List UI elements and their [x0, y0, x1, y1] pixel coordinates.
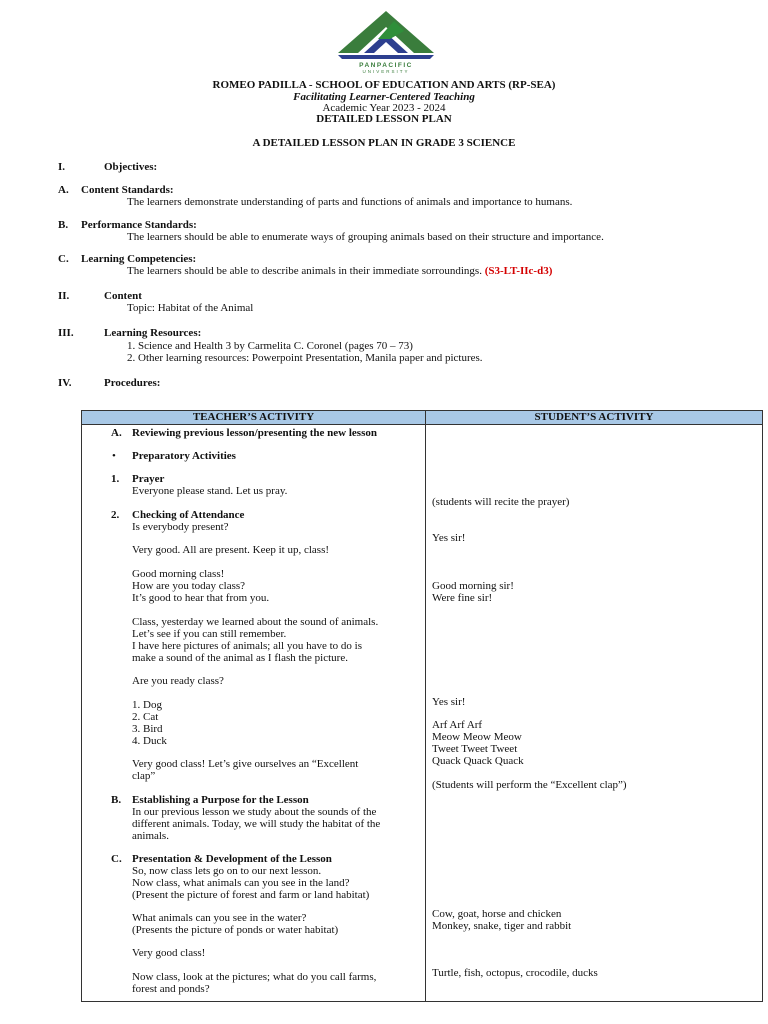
- animal-item: 3. Bird: [132, 723, 163, 735]
- student-response: Yes sir!: [432, 532, 466, 544]
- review-line: I have here pictures of animals; all you have to do is: [132, 640, 363, 652]
- table-row: [82, 425, 763, 1002]
- procedures-num: IV.: [58, 377, 72, 389]
- presentation-line: (Present the picture of forest and farm or land habitat): [132, 889, 370, 901]
- content-std-label: Content Standards:: [81, 184, 174, 196]
- prayer-num: 1.: [111, 473, 120, 485]
- praise-line: Very good class! Let’s give ourselves an “Excellent: [132, 758, 359, 770]
- performance-std-text: The learners should be able to enumerate ways of grouping animals based on their structure and importance.: [127, 231, 604, 243]
- bullet-icon: •: [112, 450, 116, 462]
- competencies-text: The learners should be able to describe animals in their immediate sorroundings.: [127, 265, 482, 277]
- competency-code: (S3-LT-IIc-d3): [484, 265, 553, 277]
- content-std-num: A.: [58, 184, 69, 196]
- purpose-line: animals.: [132, 830, 169, 842]
- review-line: Class, yesterday we learned about the sound of animals.: [132, 616, 379, 628]
- content-topic: Topic: Habitat of the Animal: [127, 302, 254, 314]
- teacher-activity-header: TEACHER’S ACTIVITY: [82, 411, 426, 425]
- course-title: Facilitating Learner-Centered Teaching: [293, 91, 475, 103]
- page-title: A DETAILED LESSON PLAN IN GRADE 3 SCIENCE: [252, 137, 516, 149]
- animal-sound: Quack Quack Quack: [432, 755, 524, 767]
- student-response: (students will recite the prayer): [432, 496, 570, 508]
- resources-label: Learning Resources:: [104, 327, 202, 339]
- content-std-text: The learners demonstrate understanding of parts and functions of animals and importance to humans.: [127, 196, 573, 208]
- presentation-line: So, now class lets go on to our next lesson.: [132, 865, 322, 877]
- competencies-num: C.: [58, 253, 69, 265]
- teacher-activity-cell: [82, 425, 426, 1002]
- presentation-line: What animals can you see in the water?: [132, 912, 307, 924]
- section-b-title: Establishing a Purpose for the Lesson: [132, 794, 309, 806]
- attendance-line: Is everybody present?: [132, 521, 229, 533]
- animal-item: 2. Cat: [132, 711, 159, 723]
- resource-item: 1. Science and Health 3 by Carmelita C. Coronel (pages 70 – 73): [127, 340, 413, 352]
- student-activity-header: STUDENT’S ACTIVITY: [426, 411, 763, 425]
- content-label: Content: [104, 290, 142, 302]
- performance-std-label: Performance Standards:: [81, 219, 197, 231]
- prep-activities-title: Preparatory Activities: [132, 450, 236, 462]
- section-a-num: A.: [111, 427, 122, 439]
- presentation-line: Now class, look at the pictures; what do you call farms,: [132, 971, 377, 983]
- competencies-label: Learning Competencies:: [81, 253, 197, 265]
- presentation-line: Very good class!: [132, 947, 206, 959]
- purpose-line: different animals. Today, we will study the habitat of the: [132, 818, 381, 830]
- logo-name: PANPACIFIC: [359, 62, 413, 69]
- school-name: ROMEO PADILLA - SCHOOL OF EDUCATION AND ARTS (RP-SEA): [212, 79, 556, 91]
- student-response: Were fine sir!: [432, 592, 493, 604]
- animal-item: 4. Duck: [132, 735, 167, 747]
- animal-sound: Arf Arf Arf: [432, 719, 483, 731]
- animal-sound: Tweet Tweet Tweet: [432, 743, 518, 755]
- greeting-line: How are you today class?: [132, 580, 246, 592]
- performance-std-num: B.: [58, 219, 69, 231]
- presentation-line: forest and ponds?: [132, 983, 210, 995]
- praise-line: clap”: [132, 770, 156, 782]
- animal-item: 1. Dog: [132, 699, 162, 711]
- presentation-line: Now class, what animals can you see in the land?: [132, 877, 350, 889]
- section-c-title: Presentation & Development of the Lesson: [132, 853, 332, 865]
- review-line: make a sound of the animal as I flash the picture.: [132, 652, 348, 664]
- student-response: Cow, goat, horse and chicken: [432, 908, 562, 920]
- resource-item: 2. Other learning resources: Powerpoint Presentation, Manila paper and pictures.: [127, 352, 483, 364]
- attendance-title: Checking of Attendance: [132, 509, 245, 521]
- student-activity-cell: [426, 425, 763, 1002]
- student-response: Turtle, fish, octopus, crocodile, ducks: [432, 967, 598, 979]
- student-response: Yes sir!: [432, 696, 466, 708]
- purpose-line: In our previous lesson we study about the sounds of the: [132, 806, 377, 818]
- resources-num: III.: [58, 327, 74, 339]
- greeting-line: Good morning class!: [132, 568, 225, 580]
- student-response: (Students will perform the “Excellent clap”): [432, 779, 627, 791]
- university-logo: [334, 9, 438, 67]
- student-response: Good morning sir!: [432, 580, 514, 592]
- review-line: Let’s see if you can still remember.: [132, 628, 287, 640]
- attendance-num: 2.: [111, 509, 120, 521]
- ready-question: Are you ready class?: [132, 675, 224, 687]
- section-c-num: C.: [111, 853, 122, 865]
- section-a-title: Reviewing previous lesson/presenting the new lesson: [132, 427, 377, 439]
- student-response: Monkey, snake, tiger and rabbit: [432, 920, 572, 932]
- animal-sound: Meow Meow Meow: [432, 731, 522, 743]
- attendance-line: Very good. All are present. Keep it up, class!: [132, 544, 330, 556]
- greeting-line: It’s good to hear that from you.: [132, 592, 270, 604]
- doc-type: DETAILED LESSON PLAN: [316, 113, 452, 125]
- procedures-table: [81, 410, 763, 1002]
- logo-subtitle: UNIVERSITY: [362, 69, 410, 74]
- academic-year: Academic Year 2023 - 2024: [322, 102, 446, 114]
- competencies-line: [127, 265, 552, 277]
- section-b-num: B.: [111, 794, 122, 806]
- table-header-row: [82, 411, 763, 425]
- prayer-title: Prayer: [132, 473, 165, 485]
- objectives-num: I.: [58, 161, 66, 173]
- prayer-text: Everyone please stand. Let us pray.: [132, 485, 288, 497]
- procedures-label: Procedures:: [104, 377, 161, 389]
- objectives-label: Objectives:: [104, 161, 158, 173]
- content-num: II.: [58, 290, 70, 302]
- presentation-line: (Presents the picture of ponds or water habitat): [132, 924, 339, 936]
